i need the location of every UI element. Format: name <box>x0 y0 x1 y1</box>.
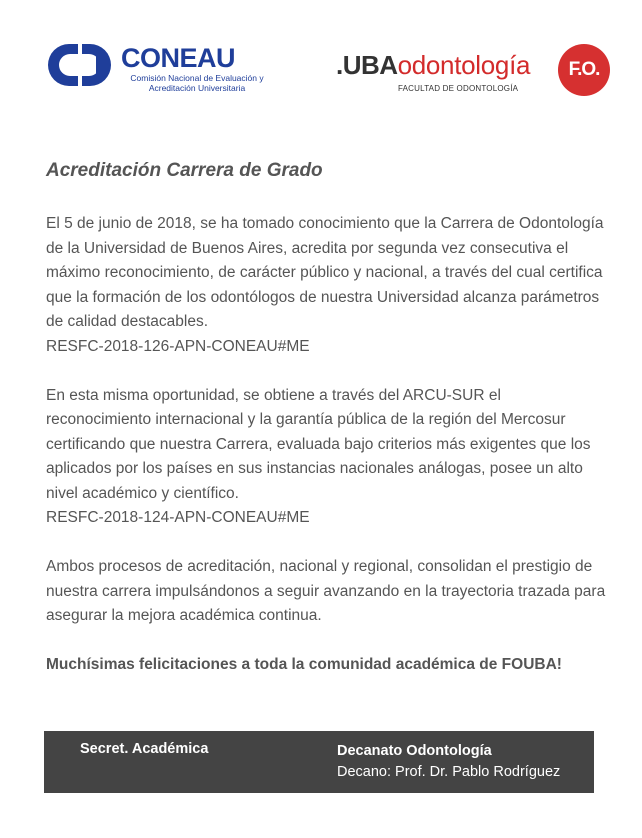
coneau-logo-name: CONEAU <box>121 43 236 73</box>
footer-secretaria-academica: Secret. Académica <box>80 741 209 757</box>
coneau-logo[interactable] <box>46 42 266 96</box>
congratulations-message: Muchísimas felicitaciones a toda la comunidad académica de FOUBA! <box>46 656 562 673</box>
page-title: Acreditación Carrera de Grado <box>46 160 323 181</box>
uba-logo-prefix: .UBA <box>336 50 398 80</box>
paragraph-1-text: El 5 de junio de 2018, se ha tomado conocimiento que la Carrera de Odontología de la Universidad de Buenos Aires, acredita por segunda vez consecutiva el máximo reconocimiento, de carácter público y nacional, a través del cual certifica que la formación de los odontólogos de nuestra Universidad alcanza parámetros de calidad destacables. <box>46 215 604 330</box>
paragraph-1 <box>46 212 606 359</box>
coneau-logo-subtitle <box>122 73 272 93</box>
coneau-emblem-icon <box>46 42 114 88</box>
uba-logo-name: odontología <box>397 50 531 80</box>
paragraph-3-text: Ambos procesos de acreditación, nacional y regional, consolidan el prestigio de nuestra carrera impulsándonos a seguir avanzando en la trayectoria trazada para asegurar la mejora académica continua. <box>46 558 606 624</box>
resolution-code-1: RESFC-2018-126-APN-CONEAU#ME <box>46 337 310 355</box>
header <box>0 0 642 140</box>
paragraph-2-text: En esta misma oportunidad, se obtiene a través del ARCU-SUR el reconocimiento internacional y la garantía pública de la región del Mercosur certificando que nuestra Carrera, evaluada bajo criterios más exigentes que los aplicados por los países en sus instancias nacionales análogas, posee un alto nivel académico y científico. <box>46 386 591 502</box>
footer-decano-name: Decano: Prof. Dr. Pablo Rodríguez <box>337 764 561 780</box>
footer-decanato-title: Decanato Odontología <box>337 743 492 759</box>
uba-logo-faculty: FACULTAD DE ODONTOLOGÍA <box>398 84 519 93</box>
announcement-body <box>46 158 606 678</box>
signature-footer <box>44 731 594 793</box>
coneau-subtitle-line1: Comisión Nacional de Evaluación y <box>130 73 264 83</box>
paragraph-3 <box>46 555 606 629</box>
resolution-code-2: RESFC-2018-124-APN-CONEAU#ME <box>46 509 310 526</box>
paragraph-2 <box>46 384 606 531</box>
footer-decanato <box>337 741 560 783</box>
coneau-subtitle-line2: Acreditación Universitaria <box>148 83 246 93</box>
uba-logo-wordmark <box>336 50 530 80</box>
uba-odontologia-logo[interactable] <box>336 44 612 100</box>
fo-badge-icon: F.O. <box>558 44 610 96</box>
